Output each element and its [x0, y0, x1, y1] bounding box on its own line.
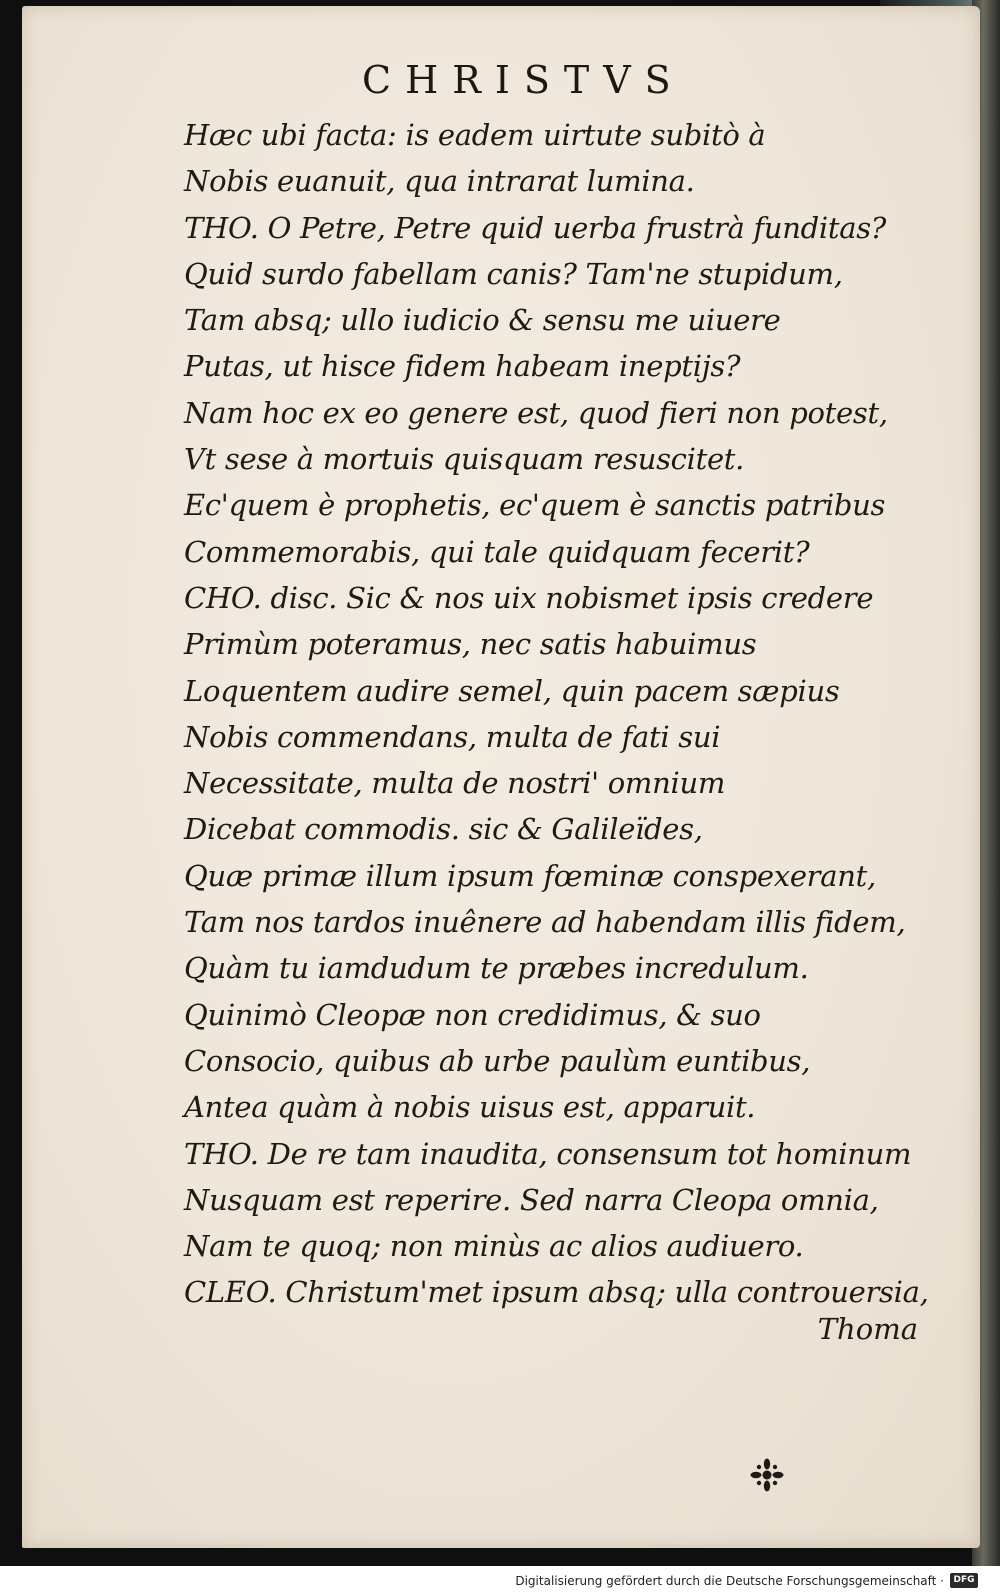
text-line: Primùm poteramus, nec satis habuimus	[184, 627, 757, 662]
funding-credit: Digitalisierung gefördert durch die Deutsche Forschungsgemeinschaft ·	[515, 1574, 944, 1588]
text-line: Dicebat commodis. sic & Galileïdes,	[184, 812, 703, 847]
text-line: THO. De re tam inaudita, consensum tot hominum	[184, 1136, 912, 1171]
text-line: Quid surdo fabellam canis? Tam'ne stupidum,	[184, 256, 843, 291]
dfg-logo: DFG	[950, 1573, 978, 1588]
text-line: Hæc ubi facta: is eadem uirtute subitò à	[184, 118, 766, 152]
text-line: Necessitate, multa de nostri' omnium	[184, 766, 726, 801]
text-line: Nobis euanuit, qua intrarat lumina.	[184, 164, 695, 199]
paper-leaf	[22, 6, 980, 1548]
text-line: Loquentem audire semel, quin pacem sæpius	[184, 673, 840, 708]
text-line: CLEO. Christum'met ipsum absq; ulla controuersia,	[184, 1275, 929, 1310]
text-line: Consocio, quibus ab urbe paulùm euntibus,	[184, 1043, 811, 1078]
running-head: CHRISTVS	[362, 58, 685, 102]
digitization-footer	[0, 1566, 1000, 1596]
text-line: THO. O Petre, Petre quid uerba frustrà funditas?	[184, 210, 887, 245]
text-line: Quàm tu iamdudum te præbes incredulum.	[184, 951, 809, 986]
text-line: Nam te quoq; non minùs ac alios audiuero.	[184, 1229, 804, 1264]
fleuron-icon	[750, 1458, 784, 1492]
text-line: Quinimò Cleopæ non credidimus, & suo	[184, 997, 761, 1032]
text-line: Tam absq; ullo iudicio & sensu me uiuere	[184, 303, 781, 338]
text-line: Antea quàm à nobis uisus est, apparuit.	[184, 1090, 756, 1125]
text-line: Ec'quem è prophetis, ec'quem è sanctis patribus	[184, 488, 886, 523]
text-line: Quæ primæ illum ipsum fœminæ conspexerant,	[184, 858, 876, 893]
text-line: Putas, ut hisce fidem habeam ineptijs?	[184, 349, 741, 384]
verse-text-block	[184, 112, 984, 1316]
catchword: Thoma	[817, 1312, 918, 1346]
text-line: Nam hoc ex eo genere est, quod fieri non potest,	[184, 395, 888, 430]
text-line: Vt sese à mortuis quisquam resuscitet.	[184, 442, 745, 477]
text-line: Nusquam est reperire. Sed narra Cleopa omnia,	[184, 1182, 879, 1217]
text-line: CHO. disc. Sic & nos uix nobismet ipsis credere	[184, 580, 874, 615]
text-line: Tam nos tardos inuênere ad habendam illis fidem,	[184, 905, 906, 940]
text-line: Nobis commendans, multa de fati sui	[184, 719, 721, 754]
text-line: Commemorabis, qui tale quidquam fecerit?	[184, 534, 810, 569]
